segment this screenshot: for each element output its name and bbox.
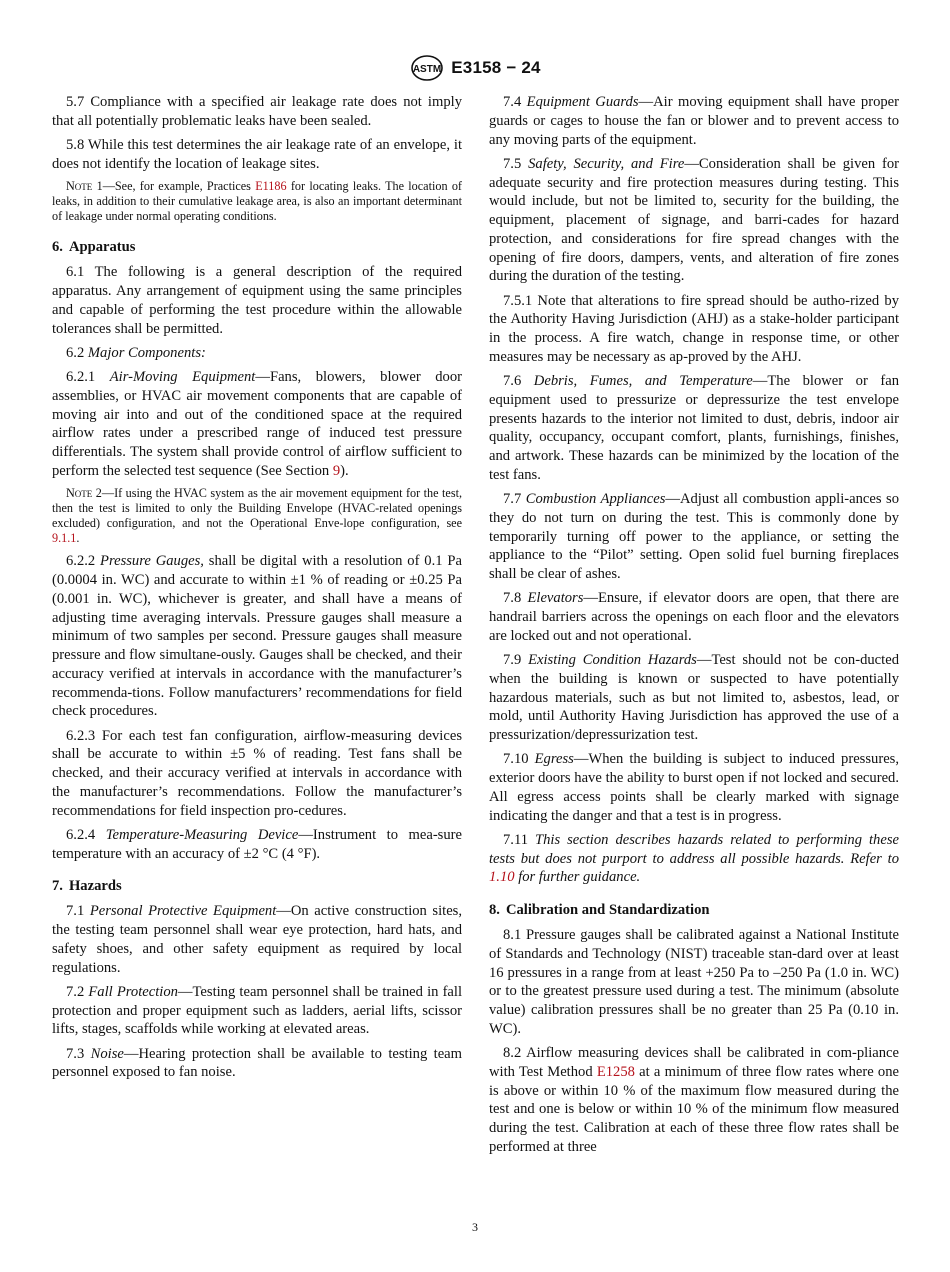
paragraph-6-2-1: 6.2.1 Air-Moving Equipment—Fans, blowers, blower door assemblies, or HVAC air movement components that are capable of moving air into and out of the conditioned space at the required airflow rates under a prescribed range of induced test pressure differentials. The system shall provide control of airflow sufficient to perform the selected test sequence (See Section 9).	[52, 369, 463, 479]
page-header	[0, 54, 950, 84]
reference-link-section-9[interactable]: 9	[332, 462, 341, 479]
reference-link-1-10[interactable]: 1.10	[489, 869, 515, 886]
document-id: E3158 − 24	[451, 58, 541, 77]
paragraph-6-2-4: 6.2.4 Temperature-Measuring Device—Instrument to mea-sure temperature with an accuracy of ±2 °C (4 °F).	[52, 826, 462, 862]
paragraph-8-1: 8.1 Pressure gauges shall be calibrated against a National Institute of Standards and Technology (NIST) traceable stan-dard over at least 16 pressures in a range from at least +250 Pa to –250 Pa (1.0 in. WC) or to the greatest pressure used during a test. The minimum (absolute value) calibration pressures shall be no greater than 25 Pa (0.10 in. WC).	[489, 927, 899, 1037]
page-number: 3	[472, 1220, 478, 1234]
paragraph-7-4: 7.4 Equipment Guards—Air moving equipment shall have proper guards or cages to house the fan or blower and to prevent access to any moving parts of the equipment.	[489, 94, 900, 148]
paragraph-7-6: 7.6 Debris, Fumes, and Temperature—The blower or fan equipment used to pressurize or depressurize the test envelope presents hazards to the interior not limited to dust, debris, indoor air quality, occupancy, occupant comfort, plants, furnishings, finishes, and artwork. These hazards can be minimized by the location of the test fans.	[489, 373, 900, 483]
paragraph-7-10: 7.10 Egress—When the building is subject to induced pressures, exterior doors have the ability to burst open if not locked and secured. All egress access points shall be clearly marked with signage indicating the danger and that a test is in progress.	[489, 751, 900, 824]
paragraph-7-5-1: 7.5.1 Note that alterations to fire spread should be autho-rized by the Authority Having Jurisdiction (AHJ) as a stake-holder participant in the process. A fire watch, change in response time, or other measures may be necessary as ap-proved by the AHJ.	[489, 292, 899, 365]
note-2: Note 2—If using the HVAC system as the air movement equipment for the test, then the test is limited to only the Building Envelope (HVAC-related openings excluded) configuration, and not the Operational Enve-lope configuration, see 9.1.1.	[52, 486, 463, 546]
paragraph-6-1: 6.1 The following is a general description of the required apparatus. Any arrangement of equipment using the same principles and capable of performing the test procedure within the allowable tolerances shall be permitted.	[52, 264, 462, 337]
paragraph-7-2: 7.2 Fall Protection—Testing team personnel shall be trained in fall protection and proper equipment such as ladders, aerial lifts, scissor lifts, stages, scaffolds while working at elevated areas.	[52, 983, 463, 1038]
paragraph-5-8: 5.8 While this test determines the air leakage rate of an envelope, it does not identify the location of leakage sites.	[52, 137, 462, 172]
paragraph-7-3: 7.3 Noise—Hearing protection shall be available to testing team personnel exposed to fan noise.	[52, 1045, 463, 1081]
paragraph-7-8: 7.8 Elevators—Ensure, if elevator doors are open, that there are handrail barriers across the openings on each floor and the elevators are locked out and not operational.	[489, 590, 899, 644]
astm-logo-icon	[409, 54, 445, 82]
paragraph-6-2-3: 6.2.3 For each test fan configuration, airflow-measuring devices shall be accurate to within ±5 % of reading. Test fans shall be checked, and their accuracy verified at intervals in accordance with the manufacturer’s recommendations. Follow the manufacturer’s recommendations for field inspection pro-cedures.	[52, 727, 462, 819]
paragraph-7-7: 7.7 Combustion Appliances—Adjust all combustion appli-ances so they do not turn on during the test. This is commonly done by temporarily turning off power to the appliance, or setting the appliance to the “Pilot” setting. Open solid fuel burning fireplaces shall be clear of ashes.	[489, 491, 899, 582]
right-column	[489, 93, 899, 1162]
section-8-heading: 8. Calibration and Standardization	[489, 902, 710, 918]
paragraph-6-2: 6.2 Major Components:	[66, 344, 206, 361]
reference-link-9-1-1[interactable]: 9.1.1	[52, 531, 77, 546]
section-6-heading: 6. Apparatus	[52, 239, 136, 256]
section-7-heading: 7. Hazards	[52, 878, 122, 895]
paragraph-5-7: 5.7 Compliance with a specified air leakage rate does not imply that all potentially problematic leaks have been sealed.	[52, 94, 462, 129]
paragraph-7-1: 7.1 Personal Protective Equipment—On active construction sites, the testing team personnel shall wear eye protection, hard hats, and safety shoes, and other safety equipment as required by local regulations.	[52, 903, 462, 976]
svg-text:ASTM: ASTM	[413, 64, 442, 75]
paragraph-7-11: 7.11 This section describes hazards related to performing these tests but does not purport to address all possible hazards. Refer to 1.10 for further guidance.	[489, 831, 899, 886]
note-1: Note 1—See, for example, Practices E1186 for locating leaks. The location of leaks, in addition to their cumulative leakage area, is also an important determinant of leakage under normal operating conditions.	[52, 179, 462, 224]
paragraph-8-2: 8.2 Airflow measuring devices shall be calibrated in com-pliance with Test Method E1258 at a minimum of three flow rates where one is above or within 10 % of the maximum flow measured during the test and one is below or within 10 % of the minimum flow measured during the test. Calibration at each of these three flow rates shall be performed at three	[489, 1045, 899, 1155]
reference-link-e1186[interactable]: E1186	[255, 179, 287, 193]
left-column	[52, 93, 462, 1088]
reference-link-e1258[interactable]: E1258	[596, 1063, 635, 1080]
paragraph-7-9: 7.9 Existing Condition Hazards—Test should not be con-ducted when the building is known or suspected to have potentially hazardous materials, such as but not limited to, asbestos, lead, or mold, until Authority Having Jurisdiction has approved the use of a pressurization/depressurization test.	[489, 652, 899, 743]
paragraph-7-5: 7.5 Safety, Security, and Fire—Consideration shall be given for adequate security and fire protection measures during testing. This would include, but not be limited to, security for the building, the equipment, placement of signage, and barri-cades for hazard protection, and considerations for fire spread changes with the opening of fire doors, dampers, vents, and alteration of fire zones during the duration of the testing.	[489, 155, 900, 285]
paragraph-6-2-2: 6.2.2 Pressure Gauges, shall be digital with a resolution of 0.1 Pa (0.0004 in. WC) and accurate to within ±1 % of reading or ±0.25 Pa (0.001 in. WC), whichever is greater, and shall have a means of adjusting time averaging intervals. Pressure gauges shall measure a minimum of two samples per second. Pressure gauges shall measure pressure and flow simultane-ously. Gauges shall be checked, and their accuracy verified at intervals in accordance with the manufacturer’s recommenda-tions. Follow manufacturers’ recommendations for field check procedures.	[52, 553, 462, 720]
